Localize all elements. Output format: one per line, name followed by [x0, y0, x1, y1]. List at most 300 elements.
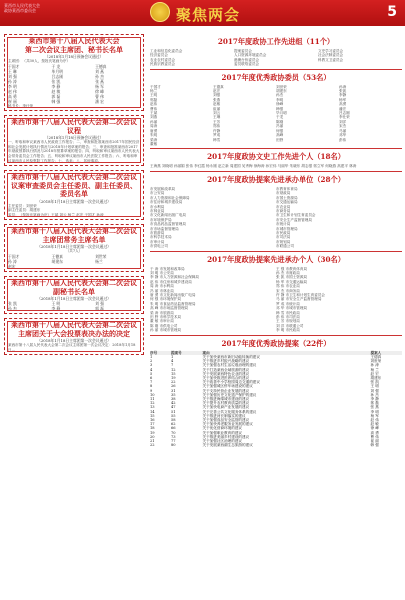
column-header: 提案号 — [171, 351, 203, 355]
list-item: 市联通公司 — [276, 244, 294, 249]
divider — [150, 171, 402, 172]
table-cell: 17 — [150, 422, 155, 427]
list-item: 孙杰 — [276, 93, 284, 98]
table-cell: 12 — [171, 367, 176, 372]
table-cell: 22 — [171, 380, 176, 385]
masthead-line: 莱西市人民代表大会 — [4, 3, 40, 8]
list-item: 市旅游局 — [150, 230, 165, 235]
page-number: 5 — [387, 4, 397, 20]
table-cell: 关于推进乡村振兴战略的建议 — [202, 359, 250, 364]
list-item: 何强 — [276, 128, 284, 133]
list-item: 刘 洋 市联通公司 — [276, 323, 304, 328]
name-item: 于国才 — [8, 63, 20, 69]
list-item: 王德真 — [213, 84, 224, 89]
list-item: 市人力资源和社会保障局 — [150, 195, 190, 200]
name-item: 潘 宏 — [95, 98, 104, 104]
table-cell: 26 — [171, 384, 176, 389]
table-cell: 关于加强社区治理的建议 — [202, 438, 243, 443]
article-body: 主席团：（共30人，按姓氏笔画为序） — [8, 59, 71, 63]
name-item: 刘 强 — [8, 73, 17, 79]
article-subtitle: （2018年1月18日主席团第一次会议通过） — [37, 296, 111, 302]
list-item: 社会法制委员会 — [318, 53, 344, 58]
proposal-table — [150, 351, 402, 448]
list-item: 董敏 — [150, 141, 158, 146]
name-item: 孙 涛 — [8, 259, 17, 265]
table-cell: 70 — [171, 430, 176, 435]
table-cell: 王 明 — [370, 384, 379, 389]
list-item: 刘强 — [213, 93, 221, 98]
table-cell: 关于加强历史文化遗产保护的建议 — [202, 392, 257, 397]
list-item: 高勇 — [339, 102, 347, 107]
list-item: 刘世荣 — [276, 84, 287, 89]
article-presidium — [4, 34, 144, 111]
table-cell: 孙 杰 — [370, 392, 379, 397]
name-item: 王 琳 — [8, 68, 17, 74]
article-body: （共7人） — [65, 249, 83, 254]
list-item: 孙涛 — [339, 84, 347, 89]
section-body: 王海燕 刘晓明 孙丽娟 张伟 李红霞 杨永刚 赵立新 周建国 吴秀梅 徐海涛 孙宏伟 马丽华 朱晓东 胡志强 郭立军 何晓燕 高建平 林涛 — [150, 164, 357, 169]
table-cell: 7 — [171, 363, 174, 368]
article-subtitle: （2018年1月18日预备会议通过） — [44, 135, 104, 141]
list-item: 宋 杰 市商务局 — [276, 288, 300, 293]
list-item: 赵 伟 市住房和城乡建设局 — [150, 279, 192, 284]
item-grid — [150, 267, 402, 333]
article-committee — [4, 170, 144, 220]
table-cell: 5 — [150, 371, 153, 376]
list-item: 王 强 市教育体育局 — [276, 266, 308, 271]
table-cell: 20 — [150, 434, 155, 439]
table-cell: 8 — [150, 384, 153, 389]
name-item: 吕志刚 — [51, 73, 63, 79]
table-cell: 4 — [150, 367, 153, 372]
list-item: 张燕 — [213, 97, 221, 102]
list-item: 市国土资源局 — [276, 195, 298, 200]
list-item: 李静 — [339, 93, 347, 98]
table-cell: 关于支持民营企业发展的建议 — [202, 388, 250, 393]
table-cell: 9 — [150, 388, 153, 393]
table-cell: 22 — [150, 443, 155, 448]
name-list — [8, 254, 140, 269]
list-item: 刘洋 — [339, 119, 347, 124]
list-item: 吕志刚 — [339, 111, 350, 116]
name-item: 杨 军 — [95, 83, 104, 89]
table-cell: 关于加强食品安全监管的建议 — [202, 417, 250, 422]
list-item: 罗 成 市统计局 — [276, 301, 300, 306]
article-agenda — [4, 115, 144, 166]
table-cell: 73 — [171, 434, 176, 439]
list-item: 科教文卫委员会 — [318, 57, 344, 62]
list-item: 赵宏 — [213, 89, 221, 94]
list-item: 田 野 市科学技术局 — [150, 315, 182, 320]
name-item: 高 勇 — [8, 93, 17, 99]
list-item: 市规划局 — [276, 239, 291, 244]
right-column — [150, 34, 402, 447]
list-item: 朱 明 市食品药品监督管理局 — [150, 301, 196, 306]
name-item: 于 龙 — [51, 63, 61, 69]
list-item: 提案委员会 — [234, 49, 252, 53]
table-cell: 关于加强职业教育的建议 — [202, 430, 243, 435]
section-title: 2017年度政协文史工作先进个人（18名） — [207, 152, 345, 162]
name-item: 崔 丽 — [8, 98, 17, 104]
list-item: 何 强 市环境保护局 — [150, 297, 182, 302]
divider — [150, 148, 402, 149]
name-item: 王 明 — [51, 301, 61, 307]
list-item: 文史学习委员会 — [318, 49, 344, 53]
list-item: 市审计局 — [150, 239, 165, 244]
list-item: 罗成 — [213, 133, 221, 138]
section-title: 2017年度政协提案先进承办个人（30名） — [207, 254, 345, 264]
name-item: 李 静 — [51, 306, 61, 312]
list-item: 民族宗教委员会 — [150, 62, 176, 67]
name-item: 曹 伟 — [95, 93, 104, 99]
table-cell: 14 — [150, 409, 155, 414]
table-cell: 李 静 — [370, 396, 379, 401]
table-cell: 35 — [171, 392, 176, 397]
list-item: 市商务局 — [276, 208, 291, 213]
list-item: 杨兰 — [150, 89, 158, 94]
list-item: 王芳 — [213, 119, 221, 124]
table-cell: 曹 伟 — [370, 434, 379, 439]
name-item: 杨兰 — [95, 259, 103, 265]
item-grid — [150, 49, 402, 67]
table-cell: 崔 丽 — [370, 438, 379, 443]
list-item: 市林业局 — [150, 208, 165, 213]
list-item: 马 丽 市安全生产监督管理局 — [276, 297, 322, 302]
table-cell: 关于加强城区停车场建设的建议 — [202, 384, 253, 389]
list-item: 孙 丽 市城市管理局 — [150, 328, 182, 333]
list-item: 市市场监督管理局 — [150, 226, 179, 231]
name-item: 郭 磊 — [95, 306, 104, 312]
table-cell: 2 — [150, 359, 153, 364]
table-row — [150, 443, 402, 447]
list-item: 于 涛 市发展和改革局 — [150, 266, 185, 271]
list-item: 刘燕 — [150, 115, 158, 120]
name-item: 孙 杰 — [95, 73, 104, 79]
list-item: 潘宏 — [339, 106, 347, 111]
list-item: 唐勇 — [150, 128, 158, 133]
table-cell: 10 — [150, 392, 155, 397]
list-item: 马丽 — [339, 128, 347, 133]
table-cell: 关于推进海绵城市建设的建议 — [202, 396, 250, 401]
divider — [150, 69, 402, 70]
name-item: 韩 强 — [51, 98, 61, 104]
table-cell: 关于发展莱西湖生态旅游的建议 — [202, 443, 253, 448]
name-item: 于国才 — [8, 254, 20, 260]
article-title: 莱西市第十八届人民代表大会第二次会议议程 — [11, 117, 137, 135]
table-cell: 19 — [171, 375, 176, 380]
section-title: 2017年度优秀政协委员（53名） — [221, 72, 331, 82]
list-item: 胡建东 — [276, 89, 287, 94]
masthead-title: 聚焦两会 — [176, 6, 241, 24]
article-body: 一、听取和审议莱西市人民政府工作报告；二、审查和批准莱西市2017年国民经济和社会发展计划执行情况与2018年计划草案的报告；三、审查和批准莱西市2017年财政预算执行情况与2018年预算草案的报告；四、听取和审议莱西市人民代表大会常务委员会工作报告；五、听取和审议莱西市人民法院工作报告；六、听取和审议莱西市人民检察院工作报告；七、选举；八、其他事项。 — [8, 140, 140, 163]
list-item: 市供电公司 — [150, 244, 168, 249]
table-cell: 31 — [171, 388, 176, 393]
list-item: 工业和信息化委员会 — [150, 49, 183, 53]
list-item: 市民政局 — [276, 230, 291, 235]
table-cell: 15 — [171, 371, 176, 376]
name-item: 李 静 — [51, 83, 61, 89]
table-cell: 张 燕 — [370, 405, 379, 410]
list-item: 港澳台侨委员会 — [234, 57, 260, 62]
list-item: 毕月明 — [276, 111, 287, 116]
table-cell: 21 — [150, 438, 155, 443]
column-header: 提案人 — [371, 351, 403, 355]
name-item: 孙 杰 — [8, 306, 17, 312]
article-subtitle: （2018年1月18日预备会议通过） — [44, 54, 104, 59]
table-cell: 6 — [150, 375, 153, 380]
list-item: 徐峰 — [276, 102, 284, 107]
table-cell: 7 — [150, 380, 153, 385]
article-title: 莱西市第十八届人民代表大会第二次会议主席团关于大会投票表决办法的决定 — [11, 320, 137, 338]
list-item: 市安全生产监督管理局 — [276, 217, 312, 222]
table-cell: 高 勇 — [370, 430, 379, 435]
list-item: 邓 华 市城市管理局 — [276, 306, 308, 311]
list-item: 梁 涛 市旅游局 — [150, 310, 174, 315]
table-cell: 19 — [150, 430, 155, 435]
table-cell: 徐 峰 — [370, 426, 379, 431]
list-item: 周 涛 市水利局 — [150, 284, 174, 289]
list-item: 市统计局 — [276, 222, 291, 227]
list-item: 市水利局 — [150, 204, 165, 209]
list-item: 市城市管理局 — [276, 226, 298, 231]
list-item: 陈 刚 市供电公司 — [150, 323, 178, 328]
section-title: 2017年度政协提案先进承办单位（28个） — [207, 174, 345, 184]
article-title: 莱西市第十八届人民代表大会第二次会议副秘书长名单 — [11, 278, 137, 296]
list-item: 田野 — [276, 137, 284, 142]
list-item: 郭磊 — [150, 97, 158, 102]
table-cell: 关于打造莱西全域旅游的建议 — [202, 367, 250, 372]
list-item: 李 静 市人力资源和社会保障局 — [150, 275, 200, 280]
name-item: 赵 伟 — [8, 88, 17, 94]
table-cell: 关于推进美丽乡村建设的建议 — [202, 434, 250, 439]
name-item: 胡建东 — [51, 259, 63, 265]
list-item: 王 芳 市规划局 — [276, 319, 300, 324]
list-item: 市卫生和计划生育委员会 — [276, 213, 316, 218]
table-cell: 3 — [150, 363, 153, 368]
table-cell: 王德真 — [370, 354, 382, 359]
table-cell: 12 — [150, 401, 155, 406]
name-list — [8, 64, 140, 104]
name-item: 孙 涛 — [8, 78, 17, 84]
list-item: 经济委员会 — [150, 53, 168, 58]
list-item: 市科学技术局 — [150, 235, 172, 240]
list-item: 赵敏 — [213, 102, 221, 107]
list-item: 陈刚 — [276, 119, 284, 124]
table-cell: 郭 磊 — [370, 401, 379, 406]
masthead-line: 政协莱西市委员会 — [4, 8, 36, 13]
list-item: 市农业局 — [276, 204, 291, 209]
list-item: 宋杰 — [339, 124, 347, 129]
emblem-icon — [150, 2, 170, 22]
list-item: 市财政局 — [276, 191, 291, 196]
name-item: 张 凯 — [51, 78, 61, 84]
list-item: 张凯 — [339, 89, 347, 94]
list-item: 郑 伟 市农业局 — [276, 284, 300, 289]
list-item: 韩雪 — [213, 137, 221, 142]
section-title: 2017年度优秀政协提案（22件） — [221, 338, 331, 348]
table-cell: 关于推进河长制落实的建议 — [202, 413, 246, 418]
article-subtitle: （2018年1月18日主席团第一次会议通过） — [37, 244, 111, 250]
list-item: 市环境保护局 — [150, 217, 172, 222]
article-body: 莱西市第十八届人民代表大会第二次会议主席团第一次会议决定：2018年1月18日... — [8, 343, 136, 352]
list-item: 市交通运输局 — [276, 200, 298, 205]
list-item: 董 敏 市审计局 — [150, 319, 174, 324]
table-cell: 关于加快养老服务业发展的建议 — [202, 422, 253, 427]
table-cell: 关于提升农村教育质量的建议 — [202, 401, 250, 406]
table-cell: 孙 涛 — [370, 363, 379, 368]
list-item: 崔丽 — [213, 106, 221, 111]
table-cell: 42 — [171, 401, 176, 406]
list-item: 王明 — [150, 93, 158, 98]
name-item: 毕月明 — [51, 68, 63, 74]
table-cell: 赵 宏 — [370, 371, 379, 376]
list-item: 周涛 — [150, 124, 158, 129]
list-item: 王斌 — [150, 111, 158, 116]
table-cell: 关于优化营商环境的建议 — [202, 426, 243, 431]
list-item: 于龙 — [276, 115, 284, 120]
table-cell: 13 — [150, 405, 155, 410]
list-item: 人口资源环境委员会 — [234, 53, 267, 58]
name-item: 刘 强 — [95, 301, 104, 307]
list-item: 委员联络委员会 — [234, 62, 260, 67]
left-column — [4, 34, 144, 359]
table-cell: 15 — [150, 413, 155, 418]
table-cell: 杨 兰 — [370, 367, 379, 372]
list-item: 市文化新闻出版广电局 — [150, 213, 186, 218]
article-title: 莱西市第十八届人民代表大会第二次会议议案审查委员会主任委员、副主任委员、委员名单 — [11, 172, 137, 199]
list-item: 许 静 市卫生和计划生育委员会 — [276, 293, 326, 298]
table-cell: 16 — [150, 417, 155, 422]
table-cell: 66 — [171, 426, 176, 431]
list-item: 市发展和改革局 — [150, 186, 176, 191]
table-cell: 55 — [171, 413, 176, 418]
divider — [150, 251, 402, 252]
column-header: 序号 — [150, 351, 171, 355]
list-item: 朱明 — [150, 133, 158, 138]
name-item: 徐 峰 — [95, 88, 104, 94]
article-subtitle: （2018年1月18日主席团第一次会议通过） — [37, 198, 111, 204]
table-cell: 关于发展莱西特色农业的建议 — [202, 371, 250, 376]
list-item: 赵伟 — [150, 102, 158, 107]
list-item: 农业农村委员会 — [150, 57, 176, 62]
list-item: 于国才 — [150, 84, 161, 89]
table-cell: 刘世荣 — [370, 359, 382, 364]
masthead-left — [4, 3, 40, 13]
table-cell: 11 — [150, 396, 155, 401]
list-item: 高峰 — [276, 133, 284, 138]
name-item: 张 凯 — [8, 301, 17, 307]
table-cell: 胡建东 — [370, 375, 382, 380]
table-cell: 关于加快莱西市新旧动能转换的建议 — [202, 354, 260, 359]
article-title: 莱西市第十八届人民代表大会 第二次会议主席团、秘书长名单 — [25, 36, 123, 54]
list-item: 李明 — [276, 97, 284, 102]
table-cell: 杨 军 — [370, 413, 379, 418]
list-item: 刘云 — [213, 111, 221, 116]
table-cell: 58 — [171, 417, 176, 422]
list-item: 李 明 市民政局 — [276, 328, 300, 333]
divider — [150, 335, 402, 336]
list-item: 冯 丽 市林业局 — [150, 288, 174, 293]
name-item: 赵 敏 — [51, 88, 61, 94]
table-cell: 18 — [150, 426, 155, 431]
item-grid — [150, 85, 402, 147]
list-item: 孙 杰 市财政局 — [276, 271, 300, 275]
table-cell: 80 — [171, 443, 176, 448]
item-grid — [150, 187, 402, 249]
section-title: 2017年度政协工作先进组（11个） — [217, 37, 335, 46]
name-item: 郭 磊 — [51, 93, 61, 99]
list-item: 李仕荣 — [339, 115, 350, 120]
name-item: 王德真 — [51, 254, 63, 260]
name-item: 张 燕 — [95, 78, 104, 84]
table-cell: 关于改善中小学校园周边交通的建议 — [202, 380, 260, 385]
list-item: 梁涛 — [150, 137, 158, 142]
list-item: 郑伟 — [213, 124, 221, 129]
secretary-general: 秘书长：李仕荣 — [8, 103, 34, 108]
table-cell: 77 — [171, 438, 176, 443]
table-cell: 赵 敏 — [370, 422, 379, 427]
article-body: 主任委员：刘世荣 副主任委员：胡建东 委员：（按姓氏笔画为序）王斌 刘云 杨兰 赵宏 于国才 孙涛 — [8, 203, 104, 217]
list-item: 韩强 — [276, 106, 284, 111]
list-item: 孙丽 — [150, 119, 158, 124]
list-item: 高 峰 市市场监督管理局 — [150, 306, 189, 311]
list-item: 曹伟 — [150, 106, 158, 111]
list-item: 杨 军 市交通运输局 — [276, 279, 308, 284]
name-item: 赵宏 — [8, 264, 16, 270]
table-cell: 47 — [171, 405, 176, 410]
table-cell: 1 — [150, 354, 153, 359]
table-cell: 62 — [171, 422, 176, 427]
list-item: 市公安局 — [150, 191, 165, 196]
table-cell: 关于加快推进医养结合的建议 — [202, 375, 250, 380]
table-cell: 赵 伟 — [370, 417, 379, 422]
table-cell: 张 凯 — [370, 380, 379, 385]
table-cell: 4 — [171, 359, 174, 364]
article-voting-decision — [4, 318, 144, 355]
list-item: 杨军 — [339, 97, 347, 102]
list-item: 彭 伟 市司法局 — [276, 315, 300, 320]
list-item: 韩 雪 市民政局 — [276, 310, 300, 315]
list-item: 许静 — [213, 128, 221, 133]
name-item: 李 明 — [8, 83, 17, 89]
list-item: 市住房和城乡建设局 — [150, 200, 183, 205]
masthead — [0, 0, 405, 26]
list-item: 市司法局 — [276, 235, 291, 240]
table-cell: 38 — [171, 396, 176, 401]
list-item: 唐 勇 市文化新闻出版广电局 — [150, 293, 196, 298]
name-item: 王德真 — [95, 63, 107, 69]
table-cell: 51 — [171, 409, 176, 414]
article-deputy-secretaries — [4, 276, 144, 314]
list-item: 市教育体育局 — [276, 186, 298, 191]
table-cell: 关于加快电商产业发展的建议 — [202, 405, 250, 410]
table-body — [150, 355, 402, 447]
table-cell: 刘 强 — [370, 388, 379, 393]
name-item: 刘 燕 — [95, 68, 104, 74]
list-item: 彭伟 — [339, 137, 347, 142]
list-item: 冯丽 — [276, 124, 284, 129]
list-item: 张 凯 市国土资源局 — [276, 275, 308, 280]
article-title: 莱西市第十八届人民代表大会第二次会议主席团常务主席名单 — [11, 226, 137, 244]
column-header: 案由 — [203, 351, 371, 355]
table-cell: 1 — [171, 354, 174, 359]
table-cell: 关于完善公共文化服务体系的建议 — [202, 409, 257, 414]
table-cell: 韩 强 — [370, 443, 379, 448]
list-item: 王琳 — [213, 115, 221, 120]
list-item: 邓华 — [339, 133, 347, 138]
table-cell: 李 明 — [370, 409, 379, 414]
table-cell: 关于加强农村生活垃圾治理的建议 — [202, 363, 257, 368]
